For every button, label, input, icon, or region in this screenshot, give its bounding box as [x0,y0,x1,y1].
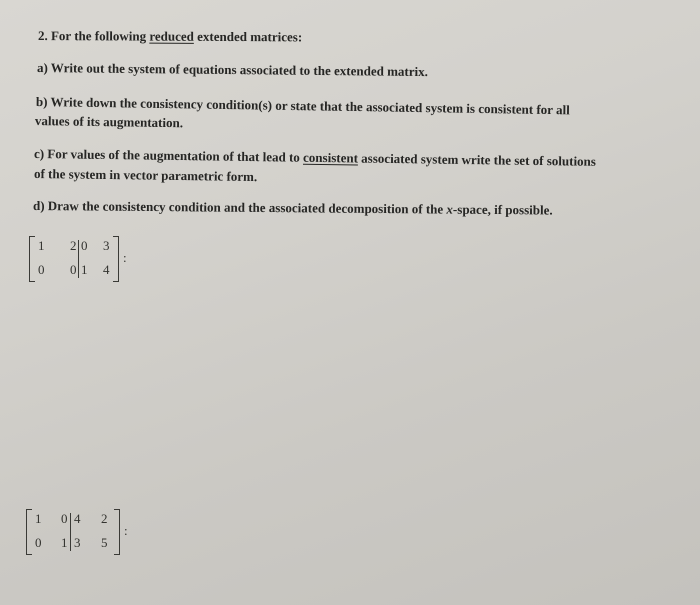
part-c-underlined-word: consistent [303,149,359,166]
heading-prefix: 2. For the following [37,28,150,44]
matrix1-right-bracket [113,236,119,282]
matrix1-cell: 3 [103,238,110,253]
matrix2-cell: 2 [101,511,108,526]
part-d-suffix: -space, if possible. [452,201,553,218]
matrix1-cell: 0 [38,262,45,277]
part-b-line2: values of its augmentation. [34,113,184,131]
matrix1-trailing-colon: : [123,250,127,265]
part-d-text [33,198,553,219]
matrix1-augment-divider [78,240,79,278]
matrix2-cell: 5 [101,535,108,550]
matrix1-cell: 1 [81,262,88,277]
part-c-prefix: c) For values of the augmentation of that lead to [33,146,304,165]
part-d-prefix: d) Draw the consistency condition and the associated decomposition of the [32,198,447,217]
matrix2-cell: 0 [35,535,42,550]
matrix1-cell: 0 [70,262,77,277]
part-c-suffix: associated system write the set of solutions [357,150,597,169]
augmented-matrix-2 [26,509,128,555]
matrix2-cell: 3 [74,535,81,550]
matrix2-cell: 4 [74,511,81,526]
matrix2-left-bracket [26,509,32,555]
problem-heading [38,28,302,45]
heading-suffix: extended matrices: [193,28,303,45]
matrix2-cell: 1 [61,535,68,550]
matrix2-right-bracket [114,509,120,555]
matrix1-left-bracket [29,236,35,282]
matrix1-cell: 2 [70,238,77,253]
matrix1-cell: 1 [38,238,45,253]
matrix2-cell: 0 [61,511,68,526]
matrix2-cell: 1 [35,511,42,526]
augmented-matrix-1 [29,236,127,282]
matrix1-cell: 4 [103,262,110,277]
part-a-text: a) Write out the system of equations associated to the extended matrix. [36,60,428,80]
matrix1-cell: 0 [81,238,88,253]
matrix2-augment-divider [70,513,71,551]
matrix2-trailing-colon: : [124,523,128,538]
part-c-line2: of the system in vector parametric form. [33,166,258,185]
part-b-line1: b) Write down the consistency condition(s) or state that the associated system is consistent for all [35,94,570,118]
heading-underlined-word: reduced [149,28,194,44]
part-d-variable: x [446,201,454,217]
